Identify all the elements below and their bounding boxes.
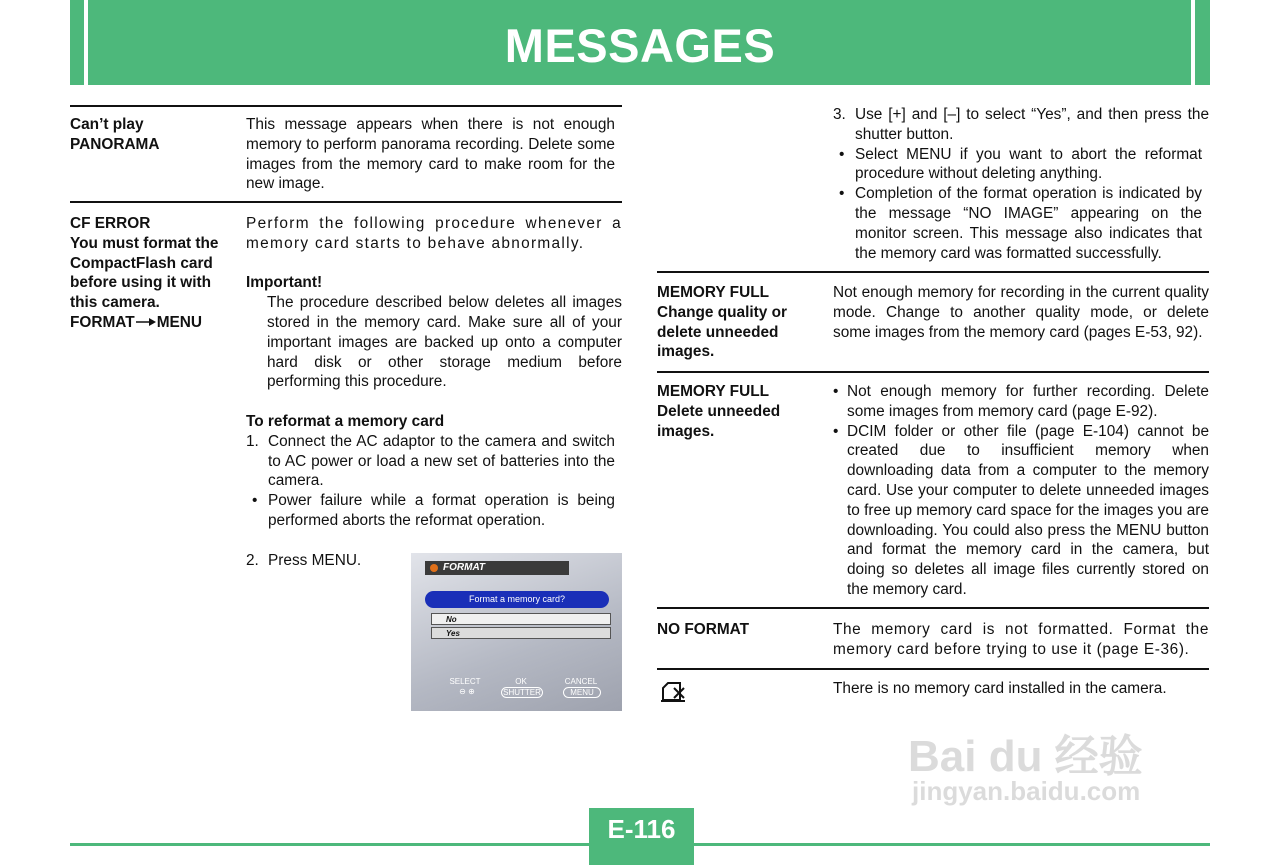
label-line: this camera. (70, 294, 160, 312)
page-title: MESSAGES (504, 19, 776, 72)
panorama-text: This message appears when there is not enough memory to perform panorama recording. Delete some images from the memory card to make room for the new image. (246, 116, 615, 193)
watermark-url: jingyan.baidu.com (912, 776, 1141, 806)
step-number: 3. (833, 106, 846, 123)
label-line (70, 313, 240, 333)
bullet-icon: • (839, 145, 845, 163)
memory-full-1-label (657, 283, 827, 362)
legend-select: SELECT (449, 677, 481, 686)
label-line: delete unneeded (657, 323, 779, 341)
no-format-label: NO FORMAT (657, 621, 750, 638)
label-line: Delete unneeded (657, 402, 781, 420)
screen-question: Format a memory card? (425, 591, 609, 608)
step-text: Use [+] and [–] to select “Yes”, and then press the shutter button. (855, 106, 1209, 143)
label-line: MEMORY FULL (657, 284, 770, 301)
page-header (70, 0, 1210, 85)
legend-minus-plus-icon: ⊖ ⊕ (459, 687, 475, 696)
step-1-note (246, 491, 615, 531)
label-format: FORMAT (70, 313, 135, 331)
page-number: E-116 (607, 814, 676, 844)
section-rule (657, 371, 1209, 373)
panorama-label (70, 115, 240, 155)
bullet-icon: • (839, 185, 845, 203)
label-line: images. (657, 422, 715, 440)
bullet-text: Not enough memory for further recording. Delete some images from memory card (page E-92). (847, 383, 1209, 420)
step-3-note (833, 145, 1202, 185)
screen-title: FORMAT (443, 562, 486, 573)
watermark-logo: Bai du 经验 (908, 732, 1143, 781)
section-rule (657, 668, 1209, 670)
label-line: CF ERROR (70, 215, 151, 232)
format-screen-image (411, 553, 622, 711)
label-line: CompactFlash card (70, 254, 213, 272)
memory-full-1-text: Not enough memory for recording in the current quality mode. Change to another quality mode, or delete some images from the memory card (pages E-53, 92). (833, 284, 1209, 341)
bullet-icon: • (833, 383, 839, 400)
section-rule (70, 105, 622, 107)
no-card-text: There is no memory card installed in the camera. (833, 680, 1167, 697)
cf-error-label (70, 214, 240, 333)
screen-title-bar (425, 561, 569, 575)
cf-error-body (246, 214, 622, 570)
step-3-note (833, 184, 1202, 263)
note-text: Power failure while a format operation is being performed aborts the reformat operation. (268, 492, 615, 529)
legend-cancel: CANCEL (564, 677, 598, 686)
memory-full-2-body (833, 382, 1209, 600)
step-number: 2. (246, 551, 259, 569)
memory-full-2-label (657, 382, 827, 441)
legend-menu: MENU (563, 687, 601, 698)
label-line: You must format the (70, 234, 219, 252)
bullet-icon: • (252, 492, 258, 510)
reformat-continued (833, 105, 1209, 263)
important-heading: Important! (246, 274, 323, 292)
step-3 (833, 105, 1209, 145)
memory-full-2-bullet (833, 382, 1209, 422)
label-line: images. (657, 343, 715, 361)
note-text: Completion of the format operation is indicated by the message “NO IMAGE” appearing on the monitor screen. This message also indicates that the memory card was formatted successfully. (855, 185, 1202, 262)
label-line: MEMORY FULL (657, 383, 770, 400)
legend-ok: OK (515, 677, 527, 686)
label-line: Can’t play (70, 116, 144, 133)
no-format-text: The memory card is not formatted. Format the memory card before trying to use it (page E-36). (833, 621, 1209, 658)
menu-dot-icon (430, 564, 438, 572)
label-line: Change quality or (657, 303, 787, 321)
step-1 (246, 432, 615, 491)
no-card-icon (660, 680, 688, 704)
page-number-box (589, 808, 694, 865)
label-menu: MENU (156, 313, 203, 331)
step-text: Connect the AC adaptor to the camera and switch to AC power or load a new set of batteries into the camera. (268, 432, 615, 490)
section-rule (657, 607, 1209, 609)
memory-full-2-bullet (833, 422, 1209, 600)
legend-shutter: SHUTTER (501, 687, 543, 698)
section-rule (70, 201, 622, 203)
label-line: PANORAMA (70, 135, 160, 153)
cf-error-intro: Perform the following procedure whenever a memory card starts to behave abnormally. (246, 215, 622, 252)
section-rule (657, 271, 1209, 273)
step-number: 1. (246, 432, 259, 450)
reformat-heading: To reformat a memory card (246, 412, 445, 430)
note-text: Select MENU if you want to abort the reformat procedure without deleting anything. (855, 145, 1202, 183)
label-line: before using it with (70, 274, 212, 292)
bullet-text: DCIM folder or other file (page E-104) cannot be created due to insufficient memory when downloading data from a computer to the memory card. Use your computer to delete unneeded images to free up memory card space for the images you are downloading. You could also press the MENU button and format the memory card in the camera, but doing so deletes all image files currently stored on the memory card. (847, 422, 1209, 598)
screen-option-yes: Yes (431, 627, 611, 639)
step-text: Press MENU. (268, 551, 362, 569)
screen-option-no: No (431, 613, 611, 625)
bullet-icon: • (833, 422, 839, 440)
arrow-right-icon (135, 317, 157, 327)
important-text: The procedure described below deletes all images stored in the memory card. Make sure all of your important images are backed up onto a computer hard disk or other storage medium before performing this procedure. (267, 294, 622, 391)
